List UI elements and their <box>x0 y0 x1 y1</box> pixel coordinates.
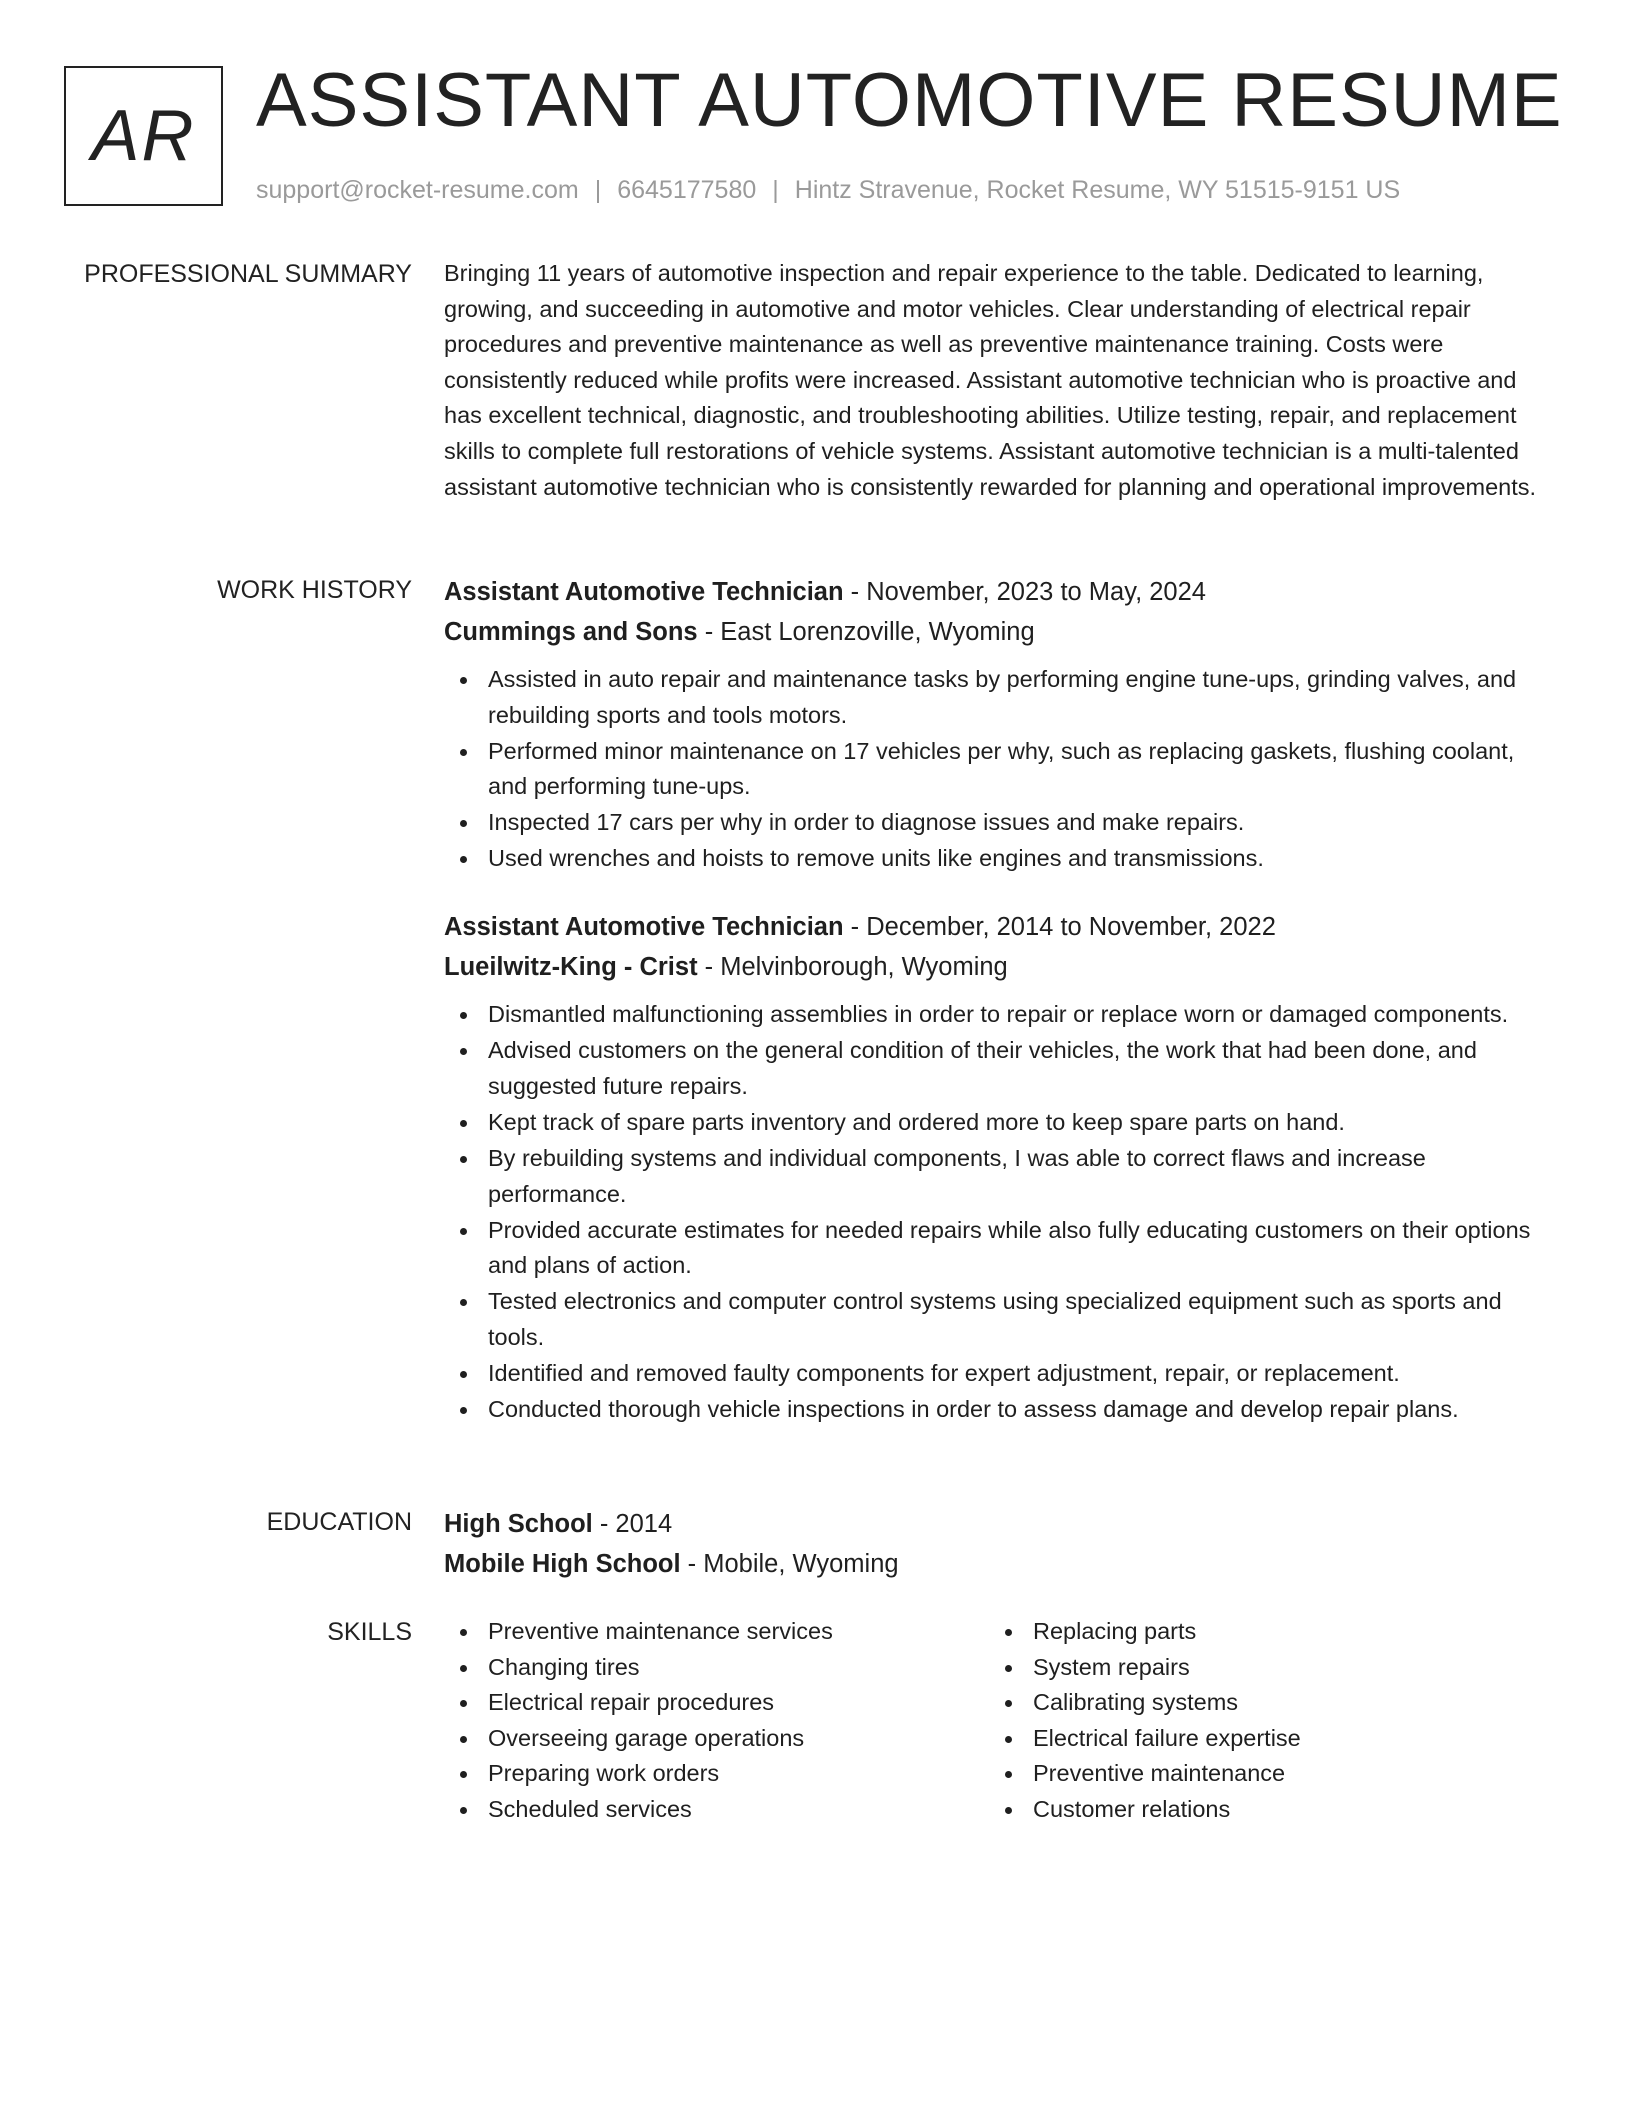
bullet-dot <box>460 1012 467 1019</box>
list-item <box>444 1685 833 1721</box>
monogram-box <box>64 66 223 206</box>
contact-line <box>256 172 1400 208</box>
job-location: - Melvinborough, Wyoming <box>697 953 1008 982</box>
list-item <box>444 1756 833 1792</box>
job-dates: - November, 2023 to May, 2024 <box>843 578 1206 606</box>
bullet-dot <box>460 1665 467 1672</box>
education-school: Mobile High School <box>444 1550 681 1578</box>
list-item <box>444 734 1544 805</box>
bullet-text: Dismantled malfunctioning assemblies in order to repair or replace worn or damaged components. <box>488 1001 1509 1028</box>
skills-columns <box>444 1614 1544 1854</box>
bullet-dot <box>460 820 467 827</box>
bullet-dot <box>460 1048 467 1055</box>
skill-text: Preventive maintenance <box>1033 1760 1286 1787</box>
list-item <box>444 1356 1544 1392</box>
bullet-dot <box>460 1299 467 1306</box>
job-title: Assistant Automotive Technician <box>444 913 844 942</box>
work-history-body <box>444 572 1544 1428</box>
list-item <box>444 1141 1544 1212</box>
bullet-dot <box>460 1156 467 1163</box>
skill-text: Electrical repair procedures <box>488 1689 775 1716</box>
contact-separator: | <box>594 176 602 204</box>
list-item <box>444 1650 833 1686</box>
work-history-label: WORK HISTORY <box>217 576 412 604</box>
bullet-dot <box>1005 1771 1012 1778</box>
education-degree-line <box>444 1504 1544 1544</box>
job-company-line <box>444 612 1544 652</box>
bullet-text: Tested electronics and computer control systems using specialized equipment such as sports and tools. <box>488 1288 1502 1350</box>
skill-text: System repairs <box>1033 1653 1190 1680</box>
job-title: Assistant Automotive Technician <box>444 578 844 606</box>
bullet-dot <box>460 1771 467 1778</box>
bullet-text: By rebuilding systems and individual components, I was able to correct flaws and increase performance. <box>488 1144 1426 1207</box>
job-entry <box>444 572 1544 877</box>
bullet-dot <box>460 1629 467 1636</box>
bullet-dot <box>1005 1700 1012 1707</box>
bullet-dot <box>460 677 467 684</box>
resume-title: ASSISTANT AUTOMOTIVE RESUME <box>256 58 1563 143</box>
bullet-text: Advised customers on the general condition of their vehicles, the work that had been done, and suggested future repairs. <box>488 1037 1477 1099</box>
summary-label: PROFESSIONAL SUMMARY <box>84 260 412 288</box>
job-title-line <box>444 572 1544 612</box>
list-item <box>989 1650 1301 1686</box>
skills-list-right <box>989 1614 1301 1828</box>
bullet-dot <box>460 856 467 863</box>
list-item <box>444 662 1544 733</box>
skill-text: Changing tires <box>488 1653 640 1680</box>
education-year: - 2014 <box>592 1510 673 1538</box>
bullet-text: Identified and removed faulty components for expert adjustment, repair, or replacement. <box>488 1360 1400 1386</box>
list-item <box>444 1392 1544 1428</box>
list-item <box>444 841 1544 877</box>
job-company: Lueilwitz-King - Crist <box>444 953 698 982</box>
skills-label: SKILLS <box>327 1618 412 1646</box>
list-item <box>444 1213 1544 1284</box>
list-item <box>444 1284 1544 1355</box>
monogram-initials: AR <box>91 96 196 176</box>
bullet-dot <box>460 1371 467 1378</box>
bullet-dot <box>1005 1736 1012 1743</box>
bullet-dot <box>460 1120 467 1127</box>
bullet-dot <box>1005 1807 1012 1814</box>
bullet-dot <box>460 1736 467 1743</box>
list-item <box>444 1721 833 1757</box>
list-item <box>444 805 1544 841</box>
skills-body <box>444 1614 1544 1854</box>
skill-text: Preparing work orders <box>488 1760 720 1787</box>
bullet-text: Performed minor maintenance on 17 vehicles per why, such as replacing gaskets, flushing coolant, and performing tune-ups. <box>488 737 1515 800</box>
skill-text: Preventive maintenance services <box>488 1618 833 1644</box>
list-item <box>989 1756 1301 1792</box>
job-entry <box>444 907 1544 1428</box>
list-item <box>444 997 1544 1033</box>
job-title-line <box>444 907 1544 947</box>
bullet-text: Kept track of spare parts inventory and ordered more to keep spare parts on hand. <box>488 1108 1345 1135</box>
bullet-dot <box>1005 1665 1012 1672</box>
list-item <box>989 1614 1301 1650</box>
list-item <box>989 1721 1301 1757</box>
skill-text: Scheduled services <box>488 1795 692 1822</box>
education-body <box>444 1504 1544 1584</box>
bullet-dot <box>460 1700 467 1707</box>
skill-text: Overseeing garage operations <box>488 1724 805 1751</box>
list-item <box>989 1792 1301 1828</box>
job-dates: - December, 2014 to November, 2022 <box>843 913 1276 942</box>
job-bullets <box>444 662 1544 877</box>
list-item <box>444 1033 1544 1104</box>
education-school-line <box>444 1544 1544 1584</box>
bullet-dot <box>460 1228 467 1235</box>
bullet-dot <box>1005 1629 1012 1636</box>
list-item <box>444 1105 1544 1141</box>
job-location: - East Lorenzoville, Wyoming <box>697 618 1035 646</box>
list-item <box>444 1614 833 1650</box>
list-item <box>989 1685 1301 1721</box>
skill-text: Replacing parts <box>1033 1618 1197 1644</box>
summary-text: Bringing 11 years of automotive inspection and repair experience to the table. Dedicated to learning, growing, and succeeding in automotive and motor vehicles. Clear understanding of electrical repair procedures and preventive maintenance as well as preventive maintenance training. Costs were consistently reduced while profits were increased. Assistant automotive technician who is proactive and has excellent technical, diagnostic, and troubleshooting abilities. Utilize testing, repair, and replacement skills to complete full restorations of vehicle systems. Assistant automotive technician is a multi-talented assistant automotive technician who is consistently rewarded for planning and operational improvements. <box>444 260 1537 500</box>
skill-text: Calibrating systems <box>1033 1689 1239 1716</box>
bullet-text: Used wrenches and hoists to remove units like engines and transmissions. <box>488 845 1264 872</box>
education-label: EDUCATION <box>266 1508 412 1536</box>
education-degree: High School <box>444 1510 593 1538</box>
bullet-text: Inspected 17 cars per why in order to diagnose issues and make repairs. <box>488 809 1245 836</box>
skills-list-left <box>444 1614 833 1828</box>
summary-body <box>444 256 1544 505</box>
list-item <box>444 1792 833 1828</box>
education-location: - Mobile, Wyoming <box>680 1550 899 1578</box>
bullet-dot <box>460 1807 467 1814</box>
bullet-text: Provided accurate estimates for needed repairs while also fully educating customers on their options and plans of action. <box>488 1216 1531 1279</box>
bullet-dot <box>460 1407 467 1414</box>
skill-text: Electrical failure expertise <box>1033 1724 1301 1751</box>
contact-phone[interactable]: 6645177580 <box>617 176 757 204</box>
contact-address: Hintz Stravenue, Rocket Resume, WY 51515-9151 US <box>794 176 1401 204</box>
contact-email[interactable]: support@rocket-resume.com <box>256 176 579 204</box>
job-company-line <box>444 947 1544 987</box>
bullet-text: Assisted in auto repair and maintenance tasks by performing engine tune-ups, grinding valves, and rebuilding sports and tools motors. <box>488 666 1517 728</box>
job-bullets <box>444 997 1544 1428</box>
skill-text: Customer relations <box>1033 1795 1231 1822</box>
job-company: Cummings and Sons <box>444 618 698 646</box>
contact-separator: | <box>772 176 779 204</box>
bullet-text: Conducted thorough vehicle inspections in order to assess damage and develop repair plans. <box>488 1396 1459 1423</box>
bullet-dot <box>460 749 467 756</box>
